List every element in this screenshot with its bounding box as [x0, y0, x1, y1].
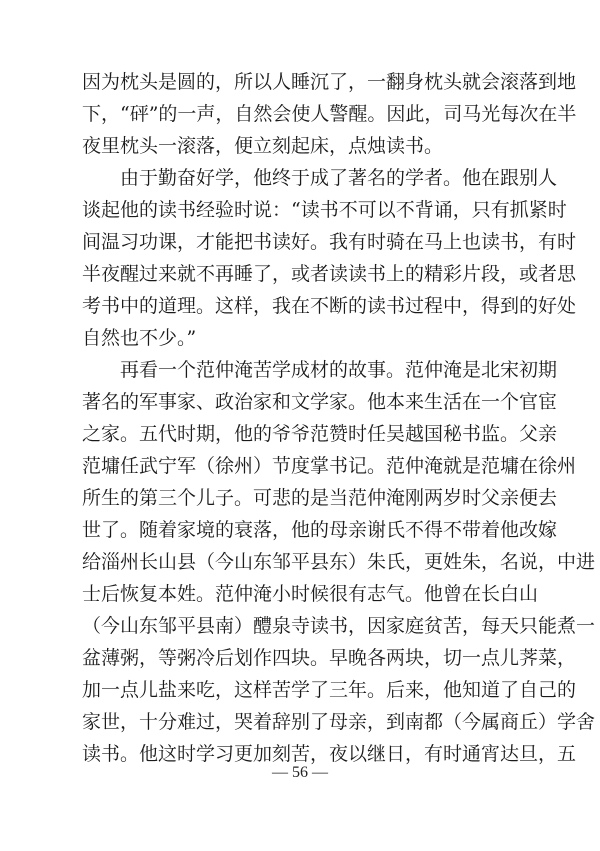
text-line: 读书。他这时学习更加刻苦，夜以继日，有时通宵达旦，五: [82, 743, 577, 765]
text-line: 半夜醒过来就不再睡了，或者读读书上的精彩片段，或者思: [82, 263, 577, 285]
text-line: （今山东邹平县南）醴泉寺读书，因家庭贫苦，每天只能煮一: [82, 615, 596, 637]
text-line: 所生的第三个儿子。可悲的是当范仲淹刚两岁时父亲便去: [82, 487, 558, 509]
text-line: 加一点儿盐来吃，这样苦学了三年。后来，他知道了自己的: [82, 679, 577, 701]
text-line: 给淄州长山县（今山东邹平县东）朱氏，更姓朱，名说，中进: [82, 551, 596, 573]
text-line: 之家。五代时期，他的爷爷范赞时任吴越国秘书监。父亲: [82, 423, 558, 445]
page-number: — 56 —: [272, 764, 328, 781]
text-line: 家世，十分难过，哭着辞别了母亲，到南都（今属商丘）学舍: [82, 711, 596, 733]
text-line: 著名的军事家、政治家和文学家。他本来生活在一个官宦: [82, 391, 558, 413]
text-line: 范墉任武宁军（徐州）节度掌书记。范仲淹就是范墉在徐州: [82, 455, 577, 477]
page-body: [82, 66, 596, 770]
text-line: 士后恢复本姓。范仲淹小时候很有志气。他曾在长白山: [82, 583, 539, 605]
text-line: 因为枕头是圆的，所以人睡沉了，一翻身枕头就会滚落到地: [82, 71, 577, 93]
text-line: 自然也不少。”: [82, 327, 197, 349]
text-line: 世了。随着家境的衰落，他的母亲谢氏不得不带着他改嫁: [82, 519, 558, 541]
text-line: 由于勤奋好学，他终于成了著名的学者。他在跟别人: [120, 167, 558, 189]
text-line: 再看一个范仲淹苦学成材的故事。范仲淹是北宋初期: [120, 359, 558, 381]
text-line: 谈起他的读书经验时说：“读书不可以不背诵，只有抓紧时: [82, 199, 567, 221]
text-line: 夜里枕头一滚落，便立刻起床，点烛读书。: [82, 135, 444, 157]
text-line: 盆薄粥，等粥冷后划作四块。早晚各两块，切一点儿荠菜，: [82, 647, 577, 669]
text-line: 间温习功课，才能把书读好。我有时骑在马上也读书，有时: [82, 231, 577, 253]
text-line: 考书中的道理。这样，我在不断的读书过程中，得到的好处: [82, 295, 577, 317]
text-line: 下，“砰”的一声，自然会使人警醒。因此，司马光每次在半: [82, 103, 577, 125]
